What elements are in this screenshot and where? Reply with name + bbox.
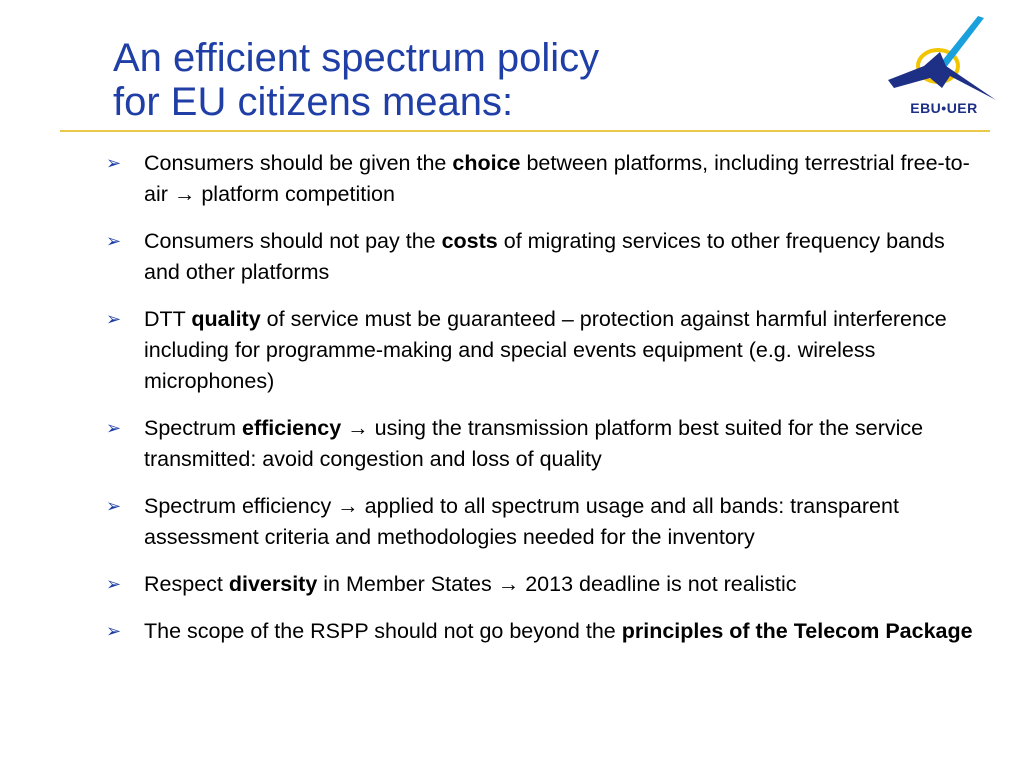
bullet-arrow-icon: ➢ (106, 574, 122, 594)
bullet-arrow-icon: ➢ (106, 153, 122, 173)
bullet-text-emphasis: efficiency (241, 416, 342, 440)
bullet-text-before: Respect (144, 572, 229, 596)
bullet-list (104, 148, 974, 663)
title-divider (60, 130, 990, 132)
bullet-text-after: of service must be guaranteed – protection against harmful interference including for programme-making and special events equipment (e.g. wireless microphones) (144, 307, 947, 393)
bullet-arrow-icon: ➢ (106, 309, 122, 329)
bullet-item (104, 304, 974, 397)
bullet-item (104, 148, 974, 210)
bullet-arrow-icon: ➢ (106, 231, 122, 251)
bullet-text (144, 569, 797, 600)
title-line-2: for EU citizens means: (113, 80, 514, 124)
bullet-text (144, 304, 974, 397)
bullet-text (144, 413, 974, 475)
bullet-text-after: → using the transmission platform best suited for the service transmitted: avoid congestion and loss of quality (144, 416, 924, 471)
bullet-text (144, 616, 973, 647)
bullet-text-before: DTT (144, 307, 192, 331)
bullet-text-before: Consumers should not pay the (144, 229, 442, 253)
bullet-arrow-icon: ➢ (106, 496, 122, 516)
bullet-item (104, 226, 974, 288)
bullet-arrow-icon: ➢ (106, 621, 122, 641)
bullet-item (104, 569, 974, 600)
bullet-text-after: in Member States → 2013 deadline is not realistic (317, 572, 797, 596)
bullet-text (144, 148, 974, 210)
bullet-text-emphasis: choice (452, 151, 521, 175)
bullet-text-before: Spectrum efficiency → applied to all spectrum usage and all bands: transparent assessment criteria and methodologies needed for the inventory (144, 494, 899, 549)
bullet-text-emphasis: principles of the Telecom Package (621, 619, 973, 643)
title-line-1: An efficient spectrum policy (113, 36, 600, 80)
bullet-text-emphasis: quality (191, 307, 261, 331)
logo-text: EBU•UER (910, 100, 978, 116)
bullet-arrow-icon: ➢ (106, 418, 122, 438)
bullet-text-after: between platforms, including terrestrial free-to-air → platform competition (144, 151, 970, 206)
bullet-text-before: The scope of the RSPP should not go beyond the (144, 619, 622, 643)
bullet-text-emphasis: costs (441, 229, 498, 253)
bullet-text-emphasis: diversity (228, 572, 318, 596)
bullet-text-before: Spectrum (144, 416, 242, 440)
bullet-text-before: Consumers should be given the (144, 151, 453, 175)
slide-title (113, 36, 599, 124)
bullet-text-after: of migrating services to other frequency bands and other platforms (144, 229, 945, 284)
bullet-text (144, 491, 974, 553)
bullet-item (104, 491, 974, 553)
bullet-item (104, 616, 974, 647)
bullet-text (144, 226, 974, 288)
bullet-item (104, 413, 974, 475)
